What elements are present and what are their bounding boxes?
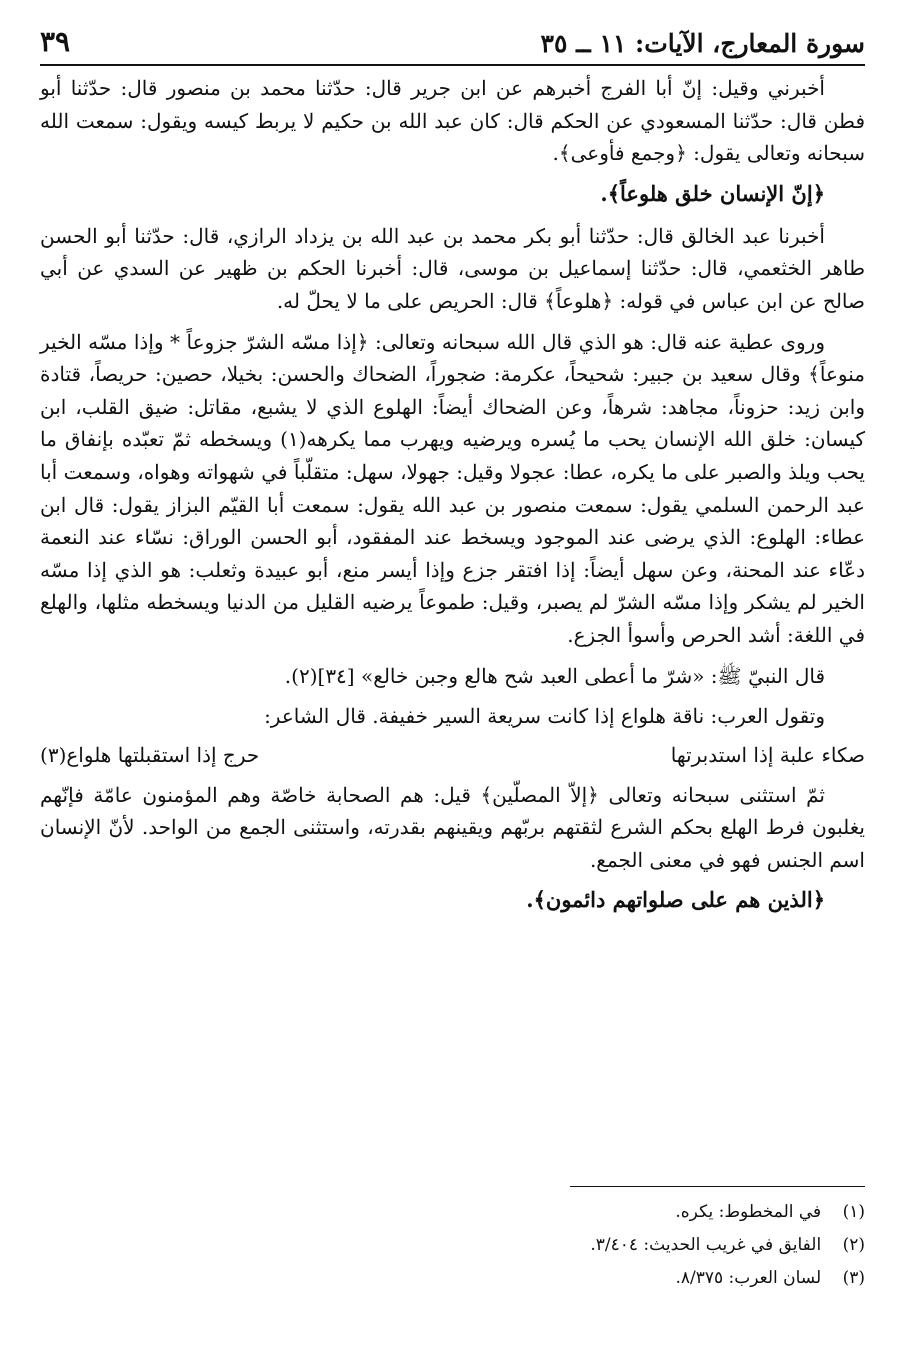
page-body: [40, 72, 865, 926]
footnote-number: (٣): [842, 1268, 865, 1288]
paragraph-1: أخبرني وقيل: إنّ أبا الفرج أخبرهم عن ابن جرير قال: حدّثنا محمد بن منصور قال: حدّثنا أبو فطن قال: حدّثنا المسعودي عن الحكم قال: كان عبد الله بن حكيم لا يربط كيسه ويقول: سمعت الله سبحانه وتعالى يقول: ﴿وجمع فأوعى﴾.: [40, 76, 865, 166]
running-header: [40, 24, 865, 58]
header-divider: [40, 64, 865, 66]
paragraph-2: أخبرنا عبد الخالق قال: حدّثنا أبو بكر محمد بن عبد الله بن يزداد الرازي، قال: حدّثنا أبو الحسن طاهر الخثعمي، قال: حدّثنا إسماعيل بن موسى، قال: أخبرنا الحكم بن ظهير عن السدي عن أبي صالح عن ابن عباس في قوله: ﴿هلوعاً﴾ قال: الحريص على ما لا يحلّ له.: [40, 223, 865, 313]
verse-heading-2: ﴿الذين هم على صلواتهم دائمون﴾.: [526, 887, 825, 913]
verse-first-hemistich: صكاء علبة إذا استدبرتها: [670, 742, 865, 767]
footnote-text: لسان العرب: ٨/٣٧٥.: [675, 1268, 822, 1288]
footnotes: [40, 1196, 865, 1295]
page-number: ٣٩: [40, 25, 71, 58]
verse-second-hemistich: حرج إذا استقبلتها هلواع(٣): [40, 742, 260, 767]
poetry-verse: [40, 733, 865, 779]
header-title: سورة المعارج، الآيات: ١١ ــ ٣٥: [540, 29, 865, 58]
footnote-divider: [570, 1186, 865, 1187]
footnote-text: في المخطوط: يكره.: [675, 1202, 822, 1222]
footnote-3: [40, 1262, 865, 1295]
footnote-number: (٢): [842, 1235, 865, 1255]
verse-heading-1: ﴿إنّ الإنسان خلق هلوعاً﴾.: [600, 180, 825, 206]
paragraph-6: ثمّ استثنى سبحانه وتعالى ﴿إلاّ المصلّين﴾ قيل: هم الصحابة خاصّة وهم المؤمنون عامّة فإنّهم يغلبون فرط الهلع بحكم الشرع لثقتهم بربّهم ويقينهم بقدرته، واستثنى الجمع من الواحد. لأنّ الإنسان اسم الجنس فهو في معنى الجمع.: [40, 782, 865, 872]
paragraph-5: وتقول العرب: ناقة هلواع إذا كانت سريعة السير خفيفة. قال الشاعر:: [264, 704, 825, 729]
paragraph-4: قال النبيّ ﷺ: «شرّ ما أعطى العبد شح هالع وجبن خالع» [٣٤](٢).: [284, 663, 825, 688]
footnote-text: الفايق في غريب الحديث: ٣/٤٠٤.: [590, 1235, 822, 1255]
paragraph-3: وروى عطية عنه قال: هو الذي قال الله سبحانه وتعالى: ﴿إذا مسّه الشرّ جزوعاً * وإذا مسّه الخير منوعاً﴾ وقال سعيد بن جبير: شحيحاً، عكرمة: ضجوراً، الضحاك والحسن: بخيلا، حصين: حريصاً، قتادة وابن زيد: حزوناً، مجاهد: شرهاً، وعن الضحاك أيضاً: الهلوع الذي لا يشبع، مقاتل: ضيق القلب، ابن كيسان: خلق الله الإنسان يحب ما يُسره ويرضيه ويهرب مما يكرهه(١) ويسخطه ثمّ تعبّده بإنفاق ما يحب ويلذ والصبر على ما يكره، عطا: عجولا وقيل: جهولا، سهل: متقلّباً في شهواته وهواه، وسمعت أبا عبد الرحمن السلمي يقول: سمعت منصور بن عبد الله يقول: سمعت أبا القيّم البزاز يقول: قال ابن عطاء: الهلوع: الذي يرضى عند الموجود ويسخط عند المفقود، أبو الحسن الوراق: نسّاء عند النعمة دعّاء عند المحنة، وعن سهل أيضاً: إذا افتقر جزع وإذا أيسر منع، أبو عبيدة وثعلب: هو الذي إذا مسّه الخير لم يشكر وإذا مسّه الشرّ لم يصبر، وقيل: طموعاً يرضيه القليل من الدنيا ويسخطه مثلها، والهلع في اللغة: أشد الحرص وأسوأ الجزع.: [40, 329, 866, 647]
footnote-number: (١): [842, 1202, 865, 1222]
footnote-2: [40, 1229, 865, 1262]
footnote-1: [40, 1196, 865, 1229]
